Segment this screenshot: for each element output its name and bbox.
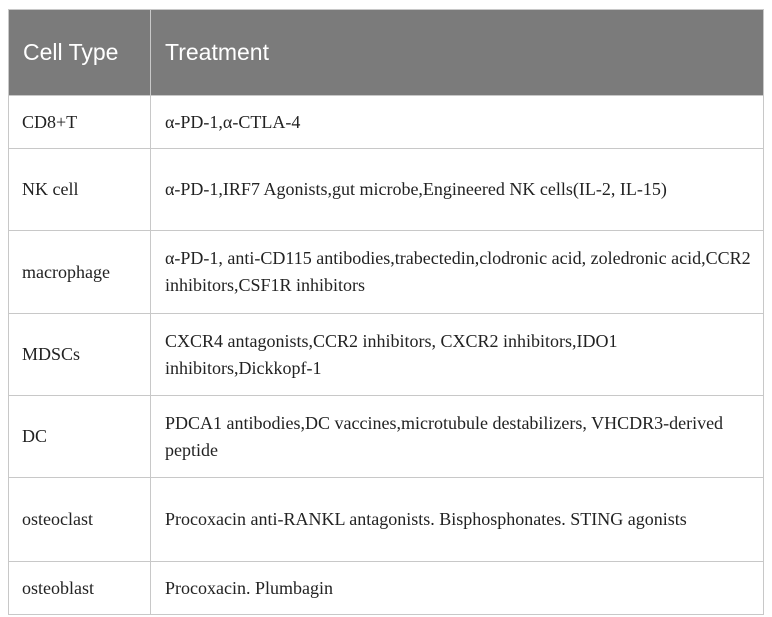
- treatment-cell: CXCR4 antagonists,CCR2 inhibitors, CXCR2 inhibitors,IDO1 inhibitors,Dickkopf-1: [151, 314, 764, 396]
- treatment-table-container: [8, 9, 763, 615]
- treatment-cell: α-PD-1,α-CTLA-4: [151, 96, 764, 149]
- table-row: [9, 478, 764, 562]
- treatment-cell: Procoxacin anti-RANKL antagonists. Bisphosphonates. STING agonists: [151, 478, 764, 562]
- treatment-cell: Procoxacin. Plumbagin: [151, 562, 764, 615]
- table-row: [9, 231, 764, 314]
- cell-type-cell: DC: [9, 396, 151, 478]
- treatment-cell: α-PD-1, anti-CD115 antibodies,trabectedin,clodronic acid, zoledronic acid,CCR2 inhibitors,CSF1R inhibitors: [151, 231, 764, 314]
- table-header-row: [9, 10, 764, 96]
- cell-treatment-table: [8, 9, 764, 615]
- table-row: [9, 96, 764, 149]
- table-row: [9, 149, 764, 231]
- table-row: [9, 396, 764, 478]
- treatment-cell: α-PD-1,IRF7 Agonists,gut microbe,Engineered NK cells(IL-2, IL-15): [151, 149, 764, 231]
- cell-type-cell: osteoblast: [9, 562, 151, 615]
- column-header-treatment: Treatment: [151, 10, 764, 96]
- cell-type-cell: macrophage: [9, 231, 151, 314]
- column-header-cell-type: Cell Type: [9, 10, 151, 96]
- cell-type-cell: CD8+T: [9, 96, 151, 149]
- table-row: [9, 314, 764, 396]
- cell-type-cell: MDSCs: [9, 314, 151, 396]
- treatment-cell: PDCA1 antibodies,DC vaccines,microtubule destabilizers, VHCDR3-derived peptide: [151, 396, 764, 478]
- table-row: [9, 562, 764, 615]
- cell-type-cell: NK cell: [9, 149, 151, 231]
- cell-type-cell: osteoclast: [9, 478, 151, 562]
